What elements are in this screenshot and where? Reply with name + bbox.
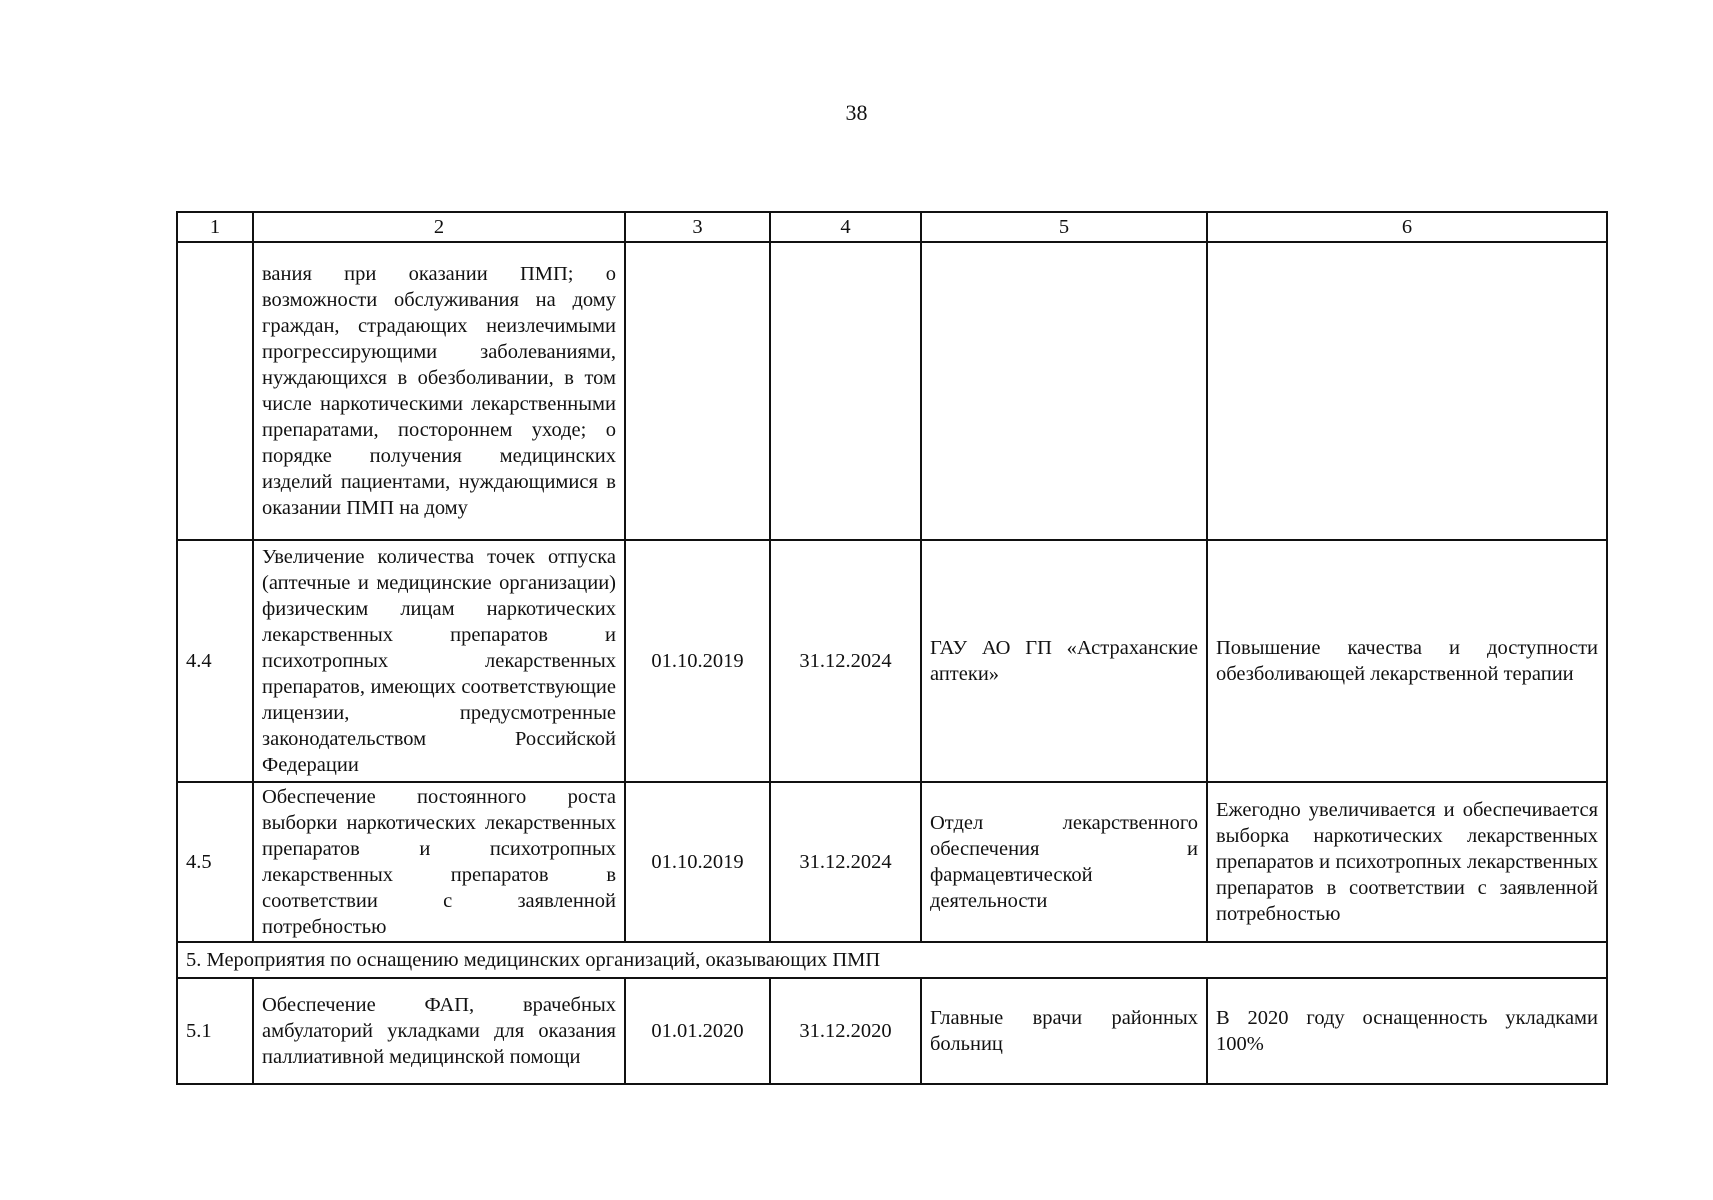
table-row-4-5 bbox=[177, 782, 1607, 942]
section-row bbox=[177, 942, 1607, 978]
row-end-date bbox=[770, 242, 921, 540]
row-start-date: 01.01.2020 bbox=[625, 978, 770, 1084]
column-header-3: 3 bbox=[625, 212, 770, 242]
row-description: вания при оказании ПМП; о возможности обслуживания на дому граждан, страдающих неизлечимыми прогрессирующими заболеваниями, нуждающихся в обезболивании, в том числе наркотическими лекарственными препаратами, постороннем уходе; о порядке получения медицинских изделий пациентами, нуждающимися в оказании ПМП на дому bbox=[253, 242, 625, 540]
row-number: 5.1 bbox=[177, 978, 253, 1084]
row-result: В 2020 году оснащенность укладками 100% bbox=[1207, 978, 1607, 1084]
row-start-date bbox=[625, 242, 770, 540]
row-start-date: 01.10.2019 bbox=[625, 782, 770, 942]
row-number bbox=[177, 242, 253, 540]
row-result bbox=[1207, 242, 1607, 540]
row-description: Обеспечение ФАП, врачебных амбулаторий укладками для оказания паллиативной медицинской помощи bbox=[253, 978, 625, 1084]
row-description: Увеличение количества точек отпуска (аптечные и медицинские организации) физическим лицам наркотических лекарственных препаратов и психотропных лекарственных препаратов, имеющих соответствующие лицензии, предусмотренные законодательством Российской Федерации bbox=[253, 540, 625, 782]
row-end-date: 31.12.2024 bbox=[770, 782, 921, 942]
table-row-4-4 bbox=[177, 540, 1607, 782]
activities-table bbox=[176, 211, 1608, 1085]
row-description: Обеспечение постоянного роста выборки наркотических лекарственных препаратов и психотропных лекарственных препаратов в соответствии с заявленной потребностью bbox=[253, 782, 625, 942]
row-start-date: 01.10.2019 bbox=[625, 540, 770, 782]
table-row-continuation bbox=[177, 242, 1607, 540]
column-header-4: 4 bbox=[770, 212, 921, 242]
row-end-date: 31.12.2024 bbox=[770, 540, 921, 782]
row-executor: Отдел лекарственного обеспечения и фармацевтической деятельности bbox=[921, 782, 1207, 942]
column-header-1: 1 bbox=[177, 212, 253, 242]
row-result: Ежегодно увеличивается и обеспечивается выборка наркотических лекарственных препаратов и психотропных лекарственных препаратов в соответствии с заявленной потребностью bbox=[1207, 782, 1607, 942]
column-header-2: 2 bbox=[253, 212, 625, 242]
table-row-5-1 bbox=[177, 978, 1607, 1084]
table-header-row bbox=[177, 212, 1607, 242]
row-end-date: 31.12.2020 bbox=[770, 978, 921, 1084]
row-number: 4.4 bbox=[177, 540, 253, 782]
column-header-5: 5 bbox=[921, 212, 1207, 242]
row-result: Повышение качества и доступности обезболивающей лекарственной терапии bbox=[1207, 540, 1607, 782]
row-number: 4.5 bbox=[177, 782, 253, 942]
row-executor: ГАУ АО ГП «Астраханские аптеки» bbox=[921, 540, 1207, 782]
row-executor bbox=[921, 242, 1207, 540]
page-number: 38 bbox=[845, 100, 868, 125]
section-title: 5. Мероприятия по оснащению медицинских организаций, оказывающих ПМП bbox=[177, 942, 1607, 978]
column-header-6: 6 bbox=[1207, 212, 1607, 242]
row-executor: Главные врачи районных больниц bbox=[921, 978, 1207, 1084]
